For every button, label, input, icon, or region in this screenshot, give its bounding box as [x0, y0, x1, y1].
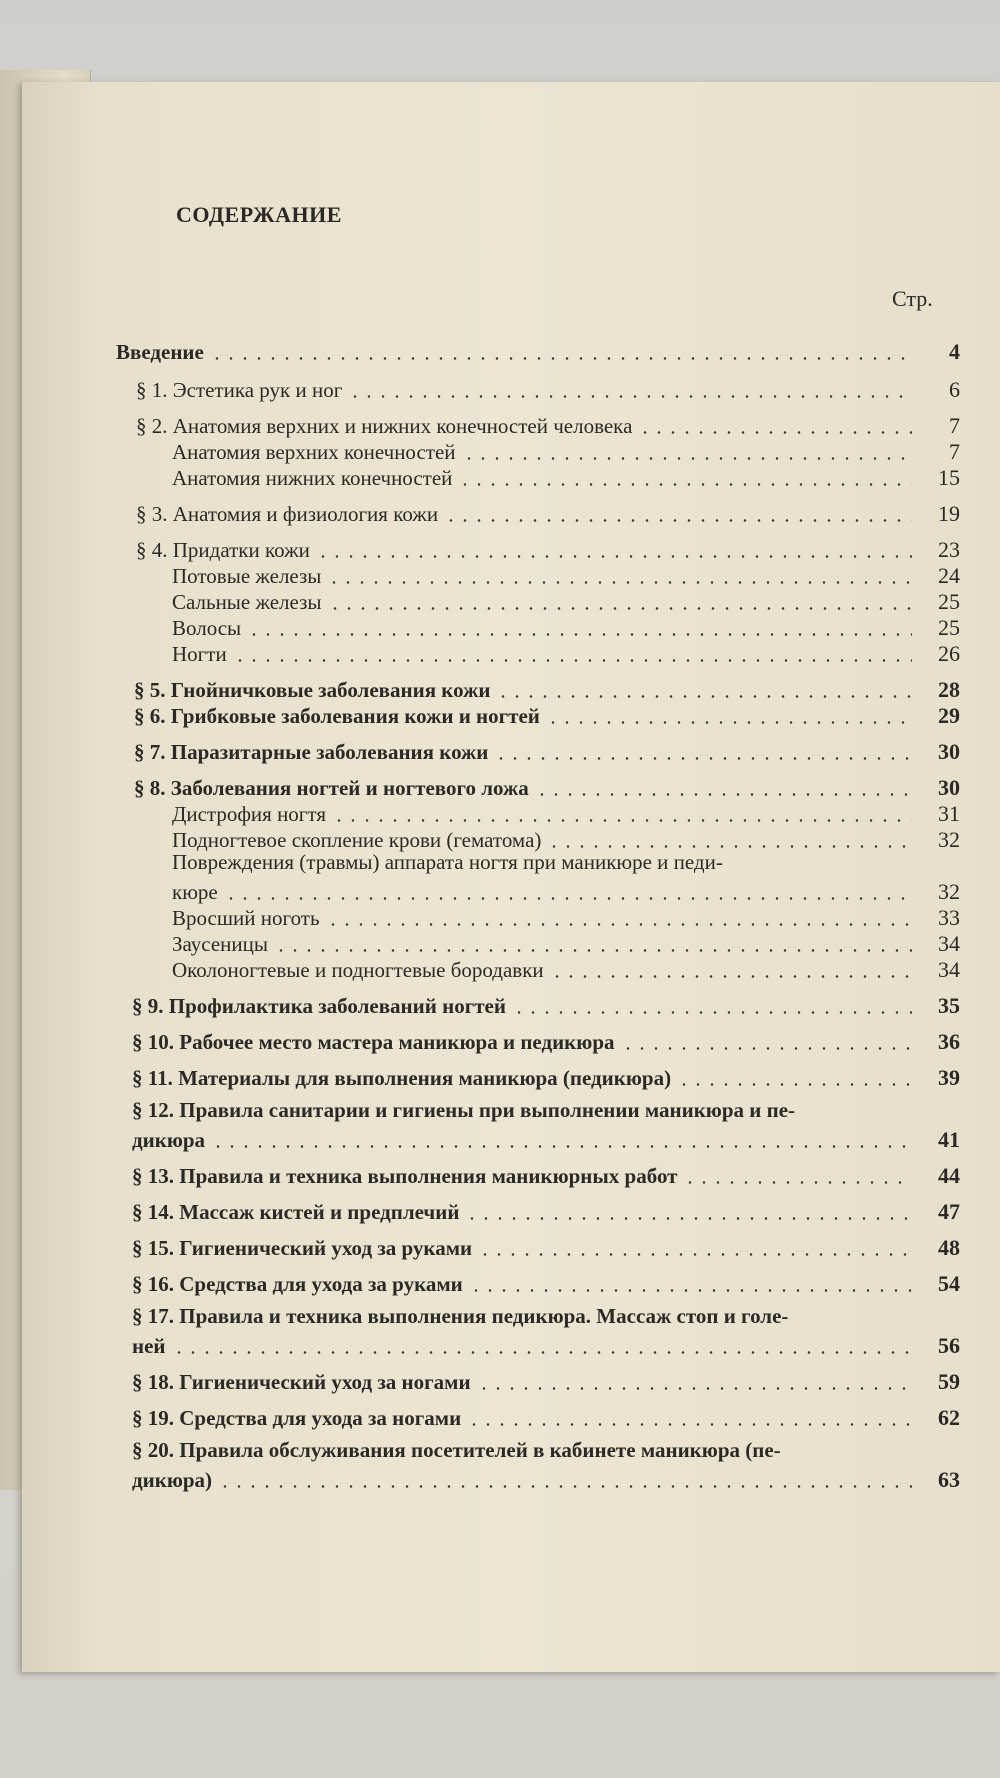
toc-entry-title: Ногти	[172, 642, 227, 666]
dot-leader	[621, 1047, 912, 1050]
toc-entry	[172, 560, 960, 588]
toc-entry	[116, 336, 960, 364]
toc-page-number: 63	[938, 1467, 960, 1492]
toc-entry	[132, 1304, 960, 1358]
toc-page-number: 35	[938, 993, 960, 1018]
toc-entry	[132, 1026, 960, 1054]
toc-page-number: 47	[938, 1199, 960, 1224]
toc-page-number: 34	[938, 957, 960, 982]
toc-entry-title: Введение	[116, 340, 204, 364]
dot-leader	[332, 819, 912, 822]
toc-entry-title: Дистрофия ногтя	[172, 802, 326, 826]
dot-leader	[478, 1253, 912, 1256]
toc-entry-title: § 15. Гигиенический уход за руками	[132, 1236, 473, 1260]
toc-entry-title: § 3. Анатомия и физиология кожи	[136, 502, 439, 526]
toc-entry-title: Анатомия верхних конечностей	[172, 440, 456, 464]
toc-entry	[172, 798, 960, 826]
dot-leader	[477, 1387, 912, 1390]
toc-entry	[172, 462, 960, 490]
dot-leader	[677, 1083, 912, 1086]
dot-leader	[233, 659, 912, 662]
toc-page-number: 6	[949, 377, 960, 402]
toc-entry-title: § 7. Паразитарные заболевания кожи	[134, 740, 489, 764]
toc-entry-title: § 2. Анатомия верхних и нижних конечностей человека	[136, 414, 633, 438]
toc-entry	[136, 410, 960, 438]
toc-page-number: 32	[938, 827, 960, 852]
dot-leader	[444, 519, 912, 522]
toc-entry	[172, 902, 960, 930]
toc-entry-title: Сальные железы	[172, 590, 322, 614]
toc-entry	[172, 586, 960, 614]
dot-leader	[326, 923, 912, 926]
toc-entry-title: § 1. Эстетика рук и ног	[136, 378, 343, 402]
dot-leader	[328, 607, 912, 610]
toc-entry	[136, 498, 960, 526]
toc-entry-title: Вросший ноготь	[172, 906, 320, 930]
toc-entry-title: § 10. Рабочее место мастера маникюра и педикюра	[132, 1030, 615, 1054]
toc-page-number: 29	[938, 703, 960, 728]
dot-leader	[458, 483, 912, 486]
dot-leader	[683, 1181, 912, 1184]
toc-entry-title: Анатомия нижних конечностей	[172, 466, 453, 490]
toc-entry-title: § 6. Грибковые заболевания кожи и ногтей	[134, 704, 540, 728]
toc-entry	[172, 638, 960, 666]
toc-entry	[172, 954, 960, 982]
page-heading: СОДЕРЖАНИЕ	[176, 202, 342, 227]
dot-leader	[316, 555, 912, 558]
toc-entry-title: кюре	[172, 880, 218, 904]
toc-entry	[134, 674, 960, 702]
dot-leader	[535, 793, 912, 796]
dot-leader	[327, 581, 912, 584]
toc-entry	[132, 1160, 960, 1188]
toc-entry-title: § 8. Заболевания ногтей и ногтевого ложа	[134, 776, 529, 800]
toc-page-number: 31	[938, 801, 960, 826]
toc-entry-title: § 16. Средства для ухода за руками	[132, 1272, 463, 1296]
toc-entry	[172, 850, 960, 904]
toc-entry	[134, 772, 960, 800]
toc-entry	[132, 1438, 960, 1492]
toc-entry-title: Подногтевое скопление крови (гематома)	[172, 828, 542, 852]
toc-page-number: 54	[938, 1271, 960, 1296]
toc-entry	[136, 534, 960, 562]
toc-page-number: 33	[938, 905, 960, 930]
toc-entry	[136, 374, 960, 402]
toc-entry-title-line: § 17. Правила и техника выполнения педикюра. Массаж стоп и голе-	[132, 1304, 789, 1328]
toc-page-number: 34	[938, 931, 960, 956]
toc-entry	[172, 612, 960, 640]
dot-leader	[465, 1217, 912, 1220]
toc-entry-title-line: § 12. Правила санитарии и гигиены при выполнении маникюра и пе-	[132, 1098, 796, 1122]
toc-page-number: 48	[938, 1235, 960, 1260]
dot-leader	[274, 949, 912, 952]
toc-page-number: 59	[938, 1369, 960, 1394]
toc-entry	[132, 1232, 960, 1260]
toc-page-number: 24	[938, 563, 960, 588]
toc-entry	[132, 1098, 960, 1152]
dot-leader	[462, 457, 912, 460]
dot-leader	[494, 757, 912, 760]
toc-page-number: 7	[949, 413, 960, 438]
toc-entry-title: § 13. Правила и техника выполнения маникюрных работ	[132, 1164, 678, 1188]
toc-entry-title: § 19. Средства для ухода за ногами	[132, 1406, 462, 1430]
toc-page-number: 19	[938, 501, 960, 526]
dot-leader	[224, 897, 912, 900]
dot-leader	[512, 1011, 912, 1014]
toc-entry	[132, 1062, 960, 1090]
toc-page-number: 28	[938, 677, 960, 702]
toc-entry-title: Потовые железы	[172, 564, 322, 588]
toc-entry-title: § 9. Профилактика заболеваний ногтей	[132, 994, 506, 1018]
toc-entry	[132, 1196, 960, 1224]
toc-page-number: 39	[938, 1065, 960, 1090]
dot-leader	[172, 1351, 912, 1354]
toc-entry	[172, 824, 960, 852]
dot-leader	[467, 1423, 912, 1426]
toc-entry-title: § 4. Придатки кожи	[136, 538, 310, 562]
toc-entry	[134, 736, 960, 764]
toc-entry-title: ней	[132, 1334, 166, 1358]
toc-entry-title: Заусеницы	[172, 932, 268, 956]
toc-page-number: 30	[938, 775, 960, 800]
toc-entry-title: § 11. Материалы для выполнения маникюра (педикюра)	[132, 1066, 672, 1090]
toc-entry	[132, 1402, 960, 1430]
toc-page-number: 41	[938, 1127, 960, 1152]
toc-entry-title: дикюра)	[132, 1468, 213, 1492]
toc-entry-title-line: Повреждения (травмы) аппарата ногтя при маникюре и педи-	[172, 850, 723, 874]
dot-leader	[550, 975, 912, 978]
toc-page-number: 36	[938, 1029, 960, 1054]
toc-page-number: 23	[938, 537, 960, 562]
toc-page-number: 26	[938, 641, 960, 666]
toc-entry-title: § 14. Массаж кистей и предплечий	[132, 1200, 460, 1224]
toc-page-number: 62	[938, 1405, 960, 1430]
toc-entry-title: Околоногтевые и подногтевые бородавки	[172, 958, 544, 982]
dot-leader	[348, 395, 912, 398]
toc-page-number: 25	[938, 615, 960, 640]
toc-page-number: 15	[938, 465, 960, 490]
toc-entry	[132, 1268, 960, 1296]
dot-leader	[546, 721, 912, 724]
toc-entry-title-line: § 20. Правила обслуживания посетителей в кабинете маникюра (пе-	[132, 1438, 781, 1462]
dot-leader	[211, 1145, 912, 1148]
toc-page-number: 32	[938, 879, 960, 904]
toc-entry-title: дикюра	[132, 1128, 206, 1152]
dot-leader	[638, 431, 912, 434]
dot-leader	[469, 1289, 912, 1292]
page-column-label: Стр.	[892, 286, 933, 311]
toc-entry	[172, 436, 960, 464]
dot-leader	[247, 633, 912, 636]
toc-page-number: 4	[949, 339, 960, 364]
toc-entry	[132, 990, 960, 1018]
dot-leader	[547, 845, 912, 848]
toc-page-number: 56	[938, 1333, 960, 1358]
toc-entry	[134, 700, 960, 728]
toc-entry	[132, 1366, 960, 1394]
toc-entry	[172, 928, 960, 956]
toc-entry-title: § 5. Гнойничковые заболевания кожи	[134, 678, 491, 702]
toc-page-number: 44	[938, 1163, 960, 1188]
book-page	[22, 82, 1000, 1672]
toc-entry-title: § 18. Гигиенический уход за ногами	[132, 1370, 471, 1394]
toc-page-number: 30	[938, 739, 960, 764]
toc-page-number: 25	[938, 589, 960, 614]
dot-leader	[496, 695, 912, 698]
toc-page-number: 7	[949, 439, 960, 464]
toc-entry-title: Волосы	[172, 616, 242, 640]
dot-leader	[210, 357, 912, 360]
dot-leader	[218, 1485, 912, 1488]
